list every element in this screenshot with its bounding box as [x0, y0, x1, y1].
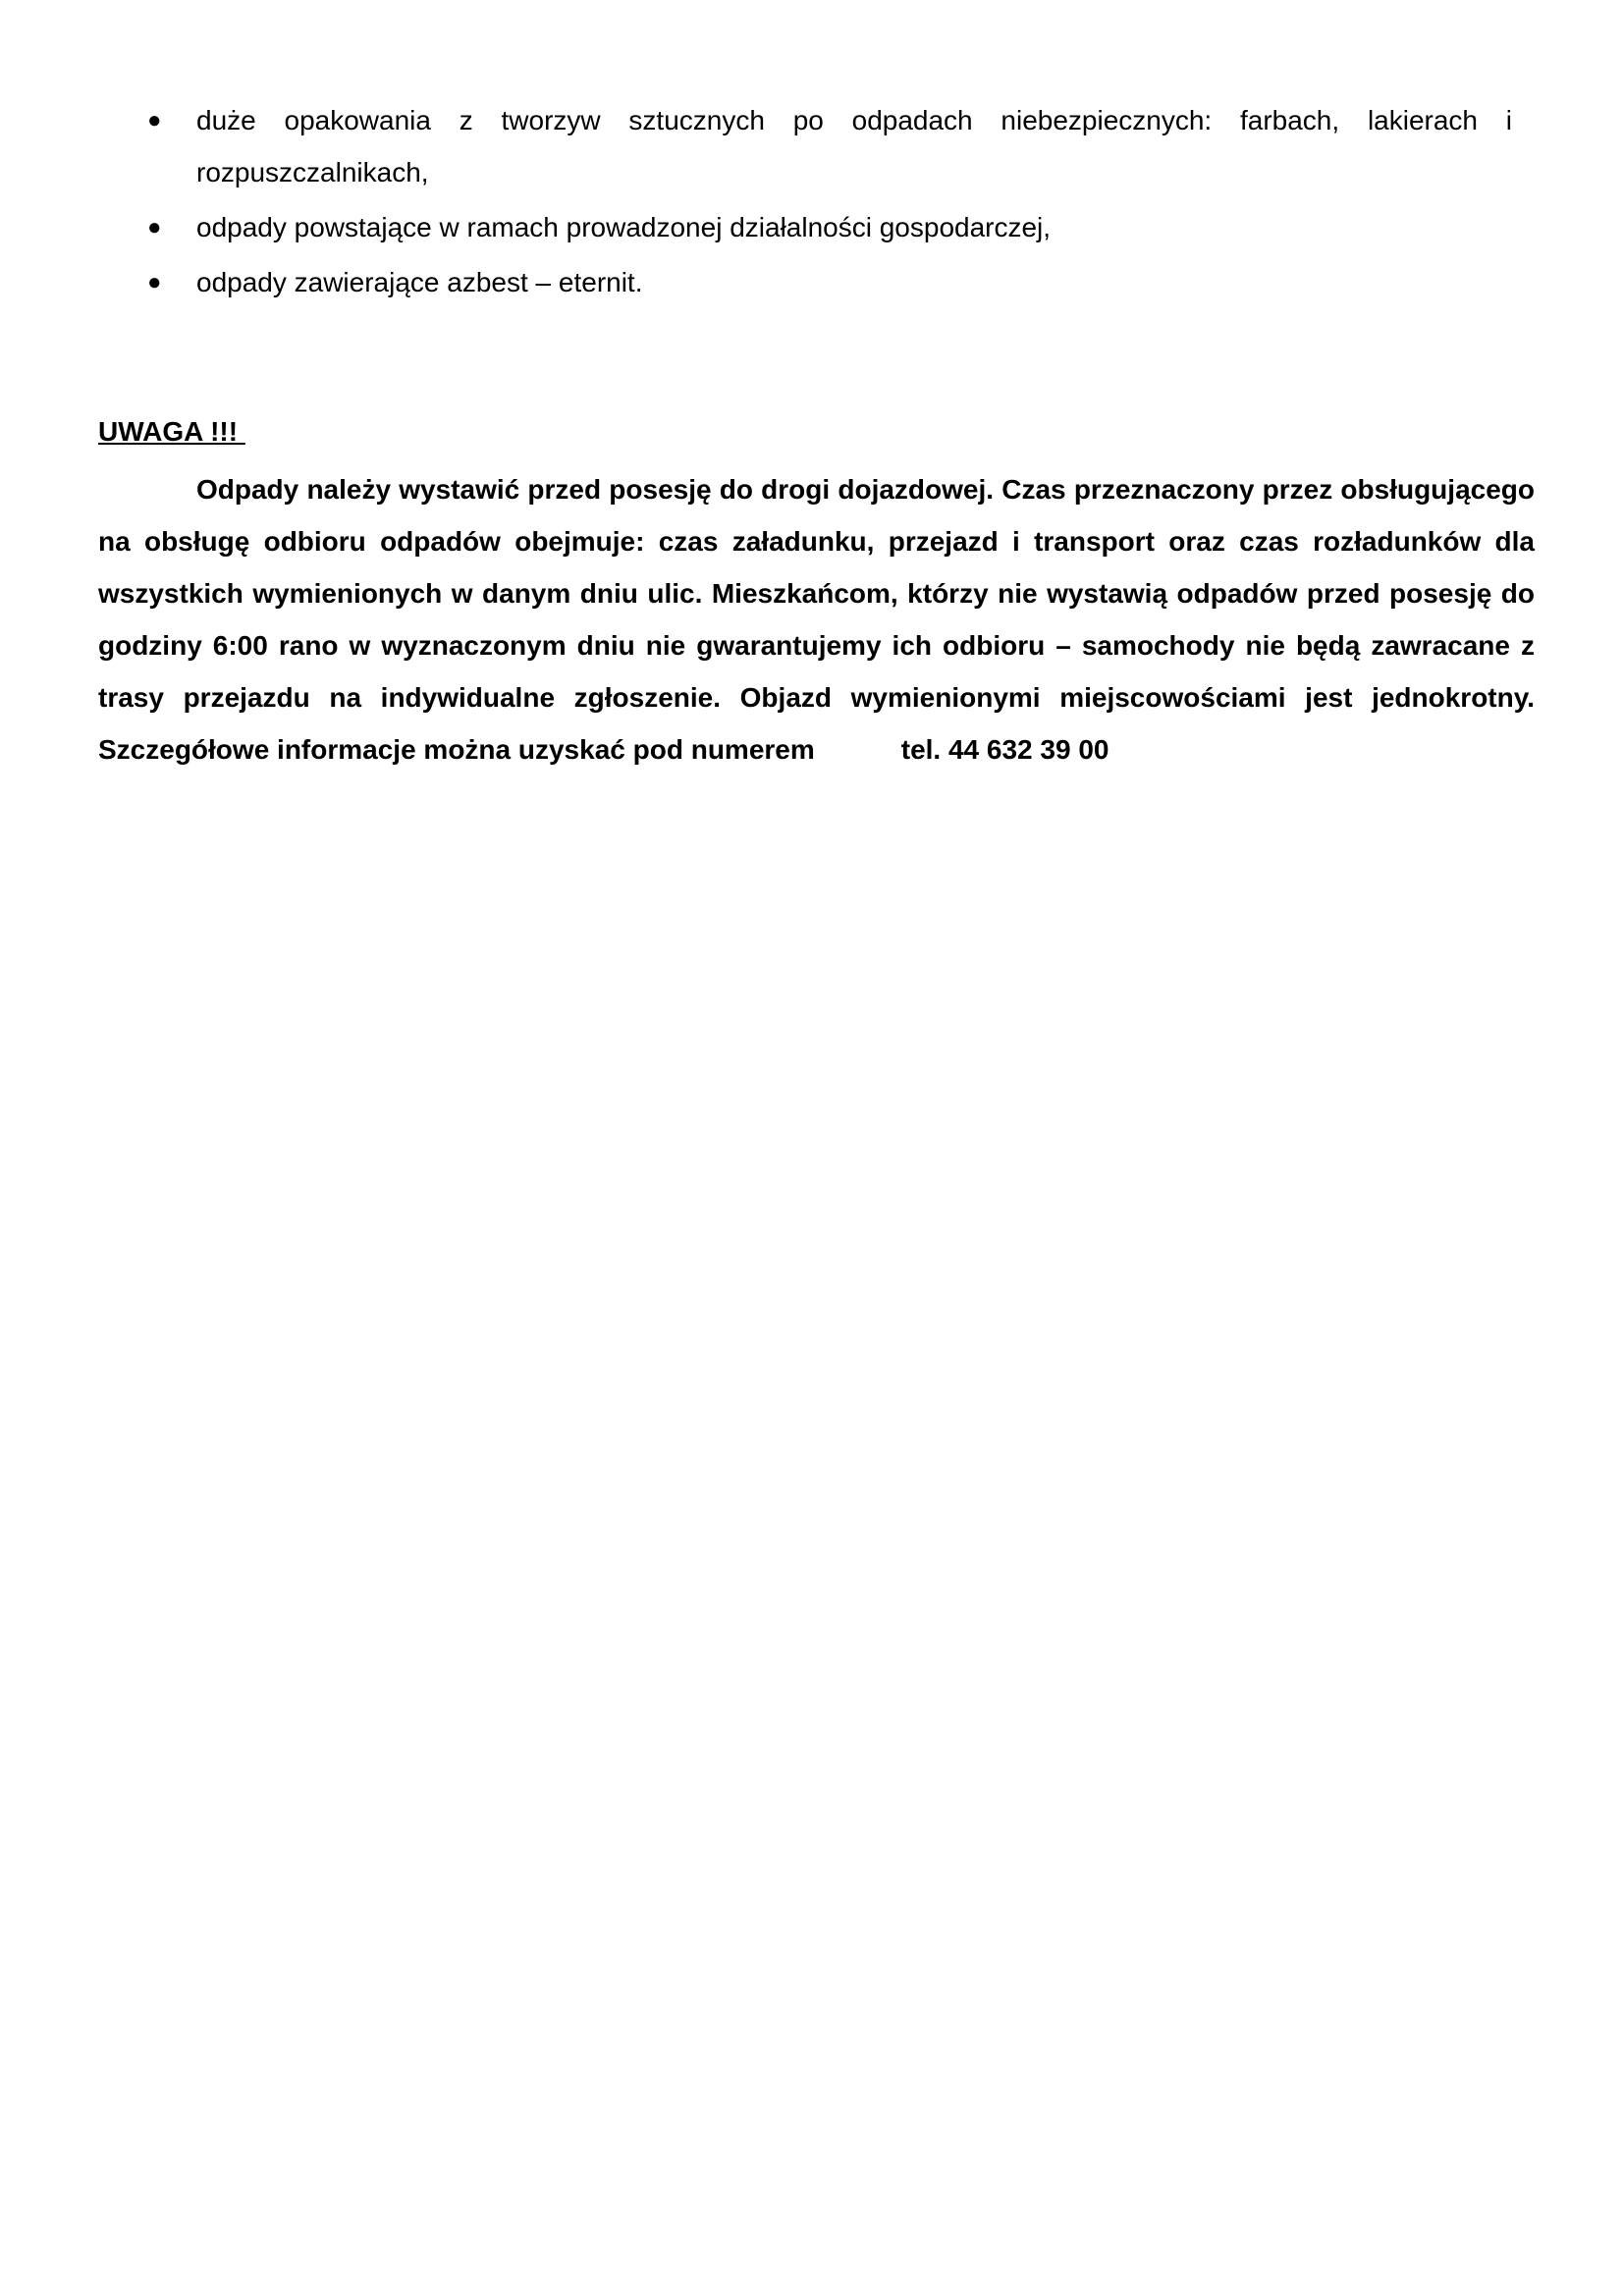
list-item — [98, 256, 1512, 308]
notice-body: Odpady należy wystawić przed posesję do drogi dojazdowej. Czas przeznaczony przez obsługującego na obsługę odbioru odpadów obejmuje: czas załadunku, przejazd i transport oraz czas rozładunków dla wszystkich wymienionych w danym dniu ulic. Mieszkańcom, którzy nie wystawią odpadów przed posesję do godziny 6:00 rano w wyznaczonym dniu nie gwarantujemy ich odbioru – samochody nie będą zawracane z trasy przejazdu na indywidualne zgłoszenie. Objazd wymienionymi miejscowościami jest jednokrotny. Szczegółowe informacje można uzyskać pod numerem — [98, 474, 1535, 765]
bullet-icon: ● — [147, 107, 162, 133]
list-item — [98, 94, 1512, 198]
phone-number: tel. 44 632 39 00 — [900, 734, 1109, 765]
notice-heading: UWAGA !!! — [98, 416, 245, 447]
bullet-icon: ● — [147, 269, 162, 295]
list-item-text: duże opakowania z tworzyw sztucznych po odpadach niebezpiecznych: farbach, lakierach i rozpuszczalnikach, — [196, 105, 1512, 187]
excluded-waste-list — [98, 94, 1512, 311]
list-item — [98, 201, 1512, 253]
notice-paragraph — [98, 463, 1535, 775]
list-item-text: odpady zawierające azbest – eternit. — [196, 267, 643, 297]
list-item-text: odpady powstające w ramach prowadzonej działalności gospodarczej, — [196, 212, 1052, 242]
bullet-icon: ● — [147, 214, 162, 240]
